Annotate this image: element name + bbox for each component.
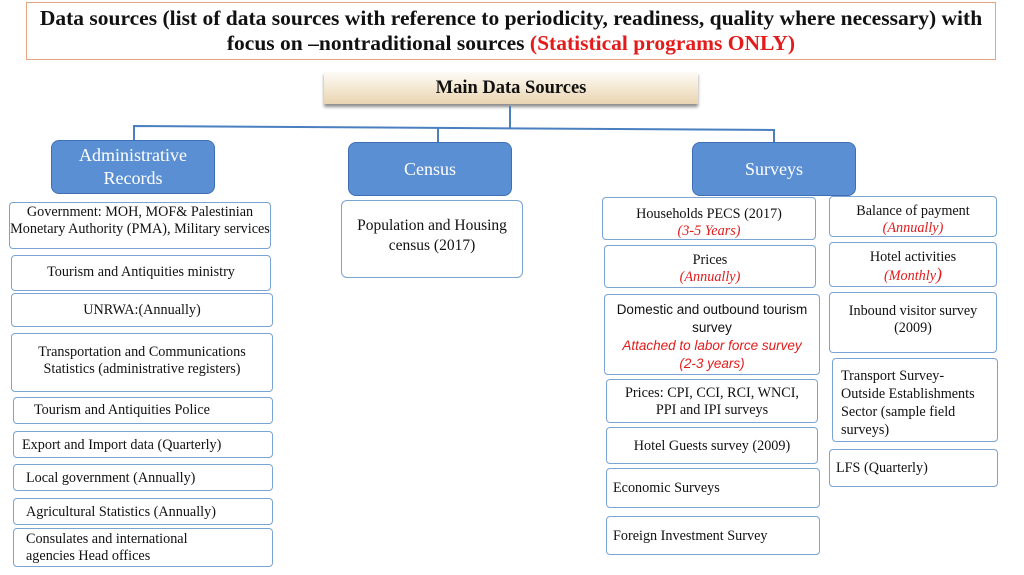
survey-item: Balance of payment (Annually) [829, 196, 997, 237]
survey-item: Hotel activities (Monthly) [829, 242, 997, 287]
admin-item: Government: MOH, MOF& Palestinian Monetary Authority (PMA), Military services [9, 202, 271, 249]
category-administrative-label: Administrative Records [79, 145, 187, 188]
survey-item: LFS (Quarterly) [829, 449, 998, 487]
admin-item: Consulates and international agencies Head offices [13, 528, 273, 567]
root-node-label: Main Data Sources [435, 78, 587, 98]
survey-item: Foreign Investment Survey [606, 516, 820, 555]
survey-item: Transport Survey- Outside Establishments Sector (sample field surveys) [832, 358, 998, 442]
survey-item: Domestic and outbound tourism survey Attached to labor force survey (2-3 years) [604, 294, 820, 375]
category-surveys-label: Surveys [745, 158, 803, 179]
admin-item: Transportation and Communications Statistics (administrative registers) [11, 333, 273, 392]
title-highlight: (Statistical programs ONLY) [529, 31, 796, 55]
survey-item: Inbound visitor survey (2009) [829, 292, 997, 353]
admin-item: Agricultural Statistics (Annually) [13, 498, 273, 525]
admin-item: UNRWA:(Annually) [11, 293, 273, 327]
survey-item: Households PECS (2017) (3-5 Years) [602, 197, 816, 240]
survey-item: Hotel Guests survey (2009) [606, 427, 818, 464]
survey-item: Prices (Annually) [604, 245, 816, 288]
category-administrative-records [51, 140, 215, 194]
category-census-label: Census [403, 158, 456, 179]
connector-horizontal [134, 126, 774, 142]
category-surveys [692, 142, 856, 196]
survey-item: Economic Surveys [606, 468, 820, 508]
census-item: Population and Housing census (2017) [341, 200, 523, 278]
category-census [348, 142, 512, 196]
survey-item: Prices: CPI, CCI, RCI, WNCI, PPI and IPI surveys [606, 379, 818, 423]
title-main: Data sources (list of data sources with reference to periodicity, readiness, quality where necessary) with focus on –nontraditional sources [39, 6, 983, 55]
admin-item: Local government (Annually) [13, 464, 273, 491]
admin-item: Tourism and Antiquities ministry [11, 255, 271, 291]
admin-item: Tourism and Antiquities Police [13, 397, 273, 424]
admin-item: Export and Import data (Quarterly) [13, 431, 273, 458]
